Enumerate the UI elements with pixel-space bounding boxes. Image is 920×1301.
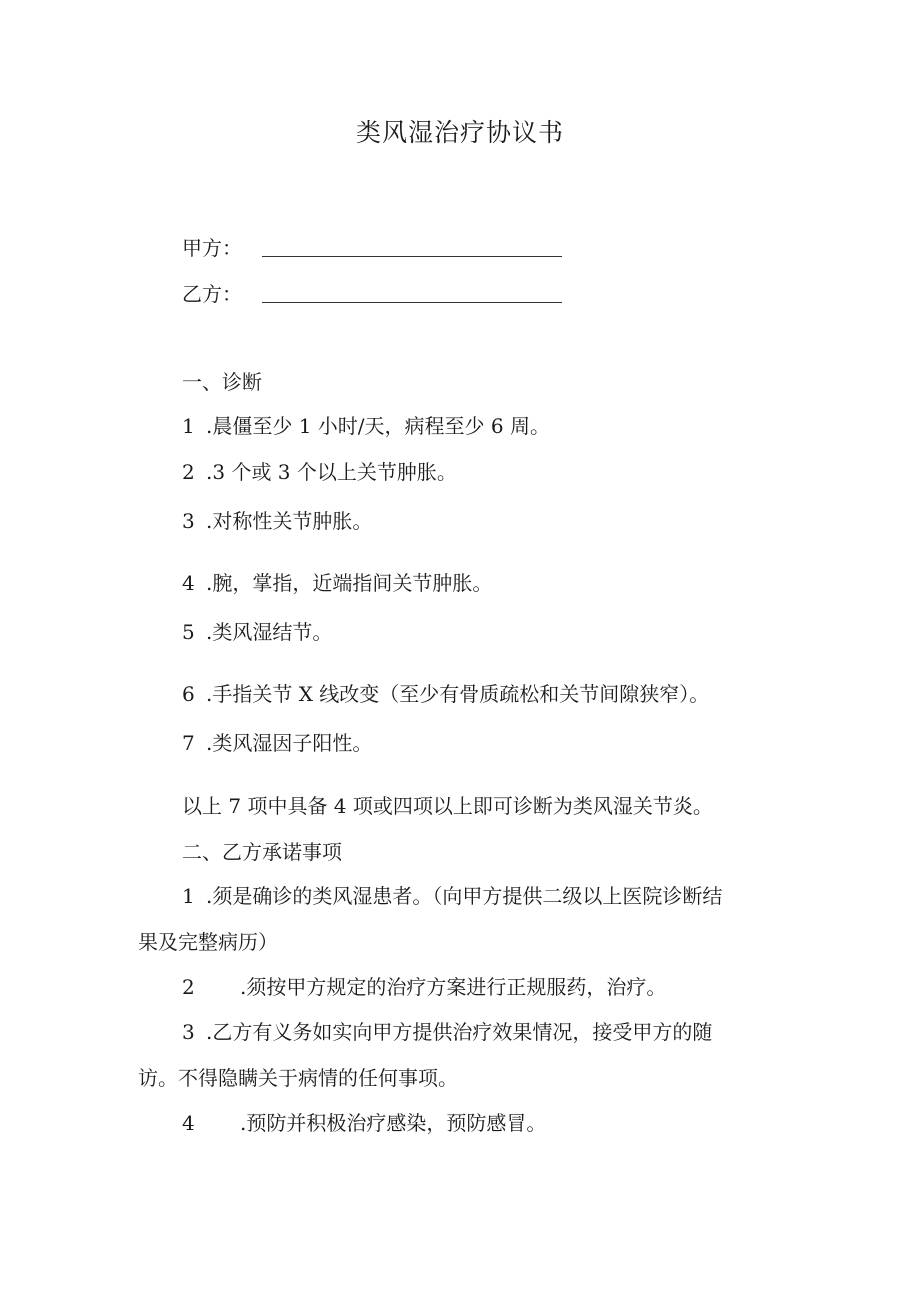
party-b-label: 乙方： <box>182 282 242 306</box>
item-text: .3 个或 3 个以上关节肿胀。 <box>206 460 457 484</box>
commitment-item-4 <box>182 1109 546 1137</box>
item-text: .手指关节 X 线改变（至少有骨质疏松和关节间隙狭窄）。 <box>206 682 710 706</box>
section-2-heading: 二、乙方承诺事项 <box>182 840 342 864</box>
item-text: .类风湿因子阳性。 <box>206 731 373 755</box>
item-number: 2 <box>182 460 195 484</box>
diagnosis-item-7 <box>182 729 372 757</box>
diagnosis-item-6 <box>182 680 709 708</box>
diagnosis-item-3 <box>182 507 372 535</box>
item-number: 4 <box>182 1111 195 1135</box>
item-number: 2 <box>182 975 195 999</box>
diagnosis-summary: 以上 7 项中具备 4 项或四项以上即可诊断为类风湿关节炎。 <box>182 794 713 818</box>
commitment-item-3-line-1 <box>182 1018 712 1046</box>
diagnosis-item-1 <box>182 412 550 440</box>
party-a-label: 甲方： <box>182 236 242 260</box>
commitment-item-1-line-2: 果及完整病历） <box>138 930 278 954</box>
party-b-blank-line[interactable] <box>262 302 562 303</box>
diagnosis-item-5 <box>182 618 332 646</box>
item-number: 3 <box>182 1020 195 1044</box>
diagnosis-item-2 <box>182 458 457 486</box>
item-text: .类风湿结节。 <box>206 620 333 644</box>
item-text: .须按甲方规定的治疗方案进行正规服药，治疗。 <box>240 975 667 999</box>
diagnosis-item-4 <box>182 569 492 597</box>
item-text: .晨僵至少 1 小时/天，病程至少 6 周。 <box>206 414 550 438</box>
commitment-item-1-line-1 <box>182 882 722 910</box>
item-number: 3 <box>182 509 195 533</box>
item-text: .乙方有义务如实向甲方提供治疗效果情况，接受甲方的随 <box>206 1020 713 1044</box>
document-title: 类风湿治疗协议书 <box>355 118 564 147</box>
item-number: 6 <box>182 682 195 706</box>
item-number: 5 <box>182 620 195 644</box>
commitment-item-2 <box>182 973 666 1001</box>
section-1-heading: 一、诊断 <box>182 370 262 394</box>
commitment-item-3-line-2: 访。不得隐瞒关于病情的任何事项。 <box>138 1066 458 1090</box>
item-number: 4 <box>182 571 195 595</box>
party-a-blank-line[interactable] <box>262 256 562 257</box>
item-text: .预防并积极治疗感染，预防感冒。 <box>240 1111 547 1135</box>
item-text: .腕，掌指，近端指间关节肿胀。 <box>206 571 493 595</box>
item-text: .对称性关节肿胀。 <box>206 509 373 533</box>
item-number: 1 <box>182 414 195 438</box>
party-b-row <box>182 280 582 310</box>
item-number: 1 <box>182 884 195 908</box>
party-a-row <box>182 234 582 264</box>
item-text: .须是确诊的类风湿患者。（向甲方提供二级以上医院诊断结 <box>206 884 723 908</box>
item-number: 7 <box>182 731 195 755</box>
